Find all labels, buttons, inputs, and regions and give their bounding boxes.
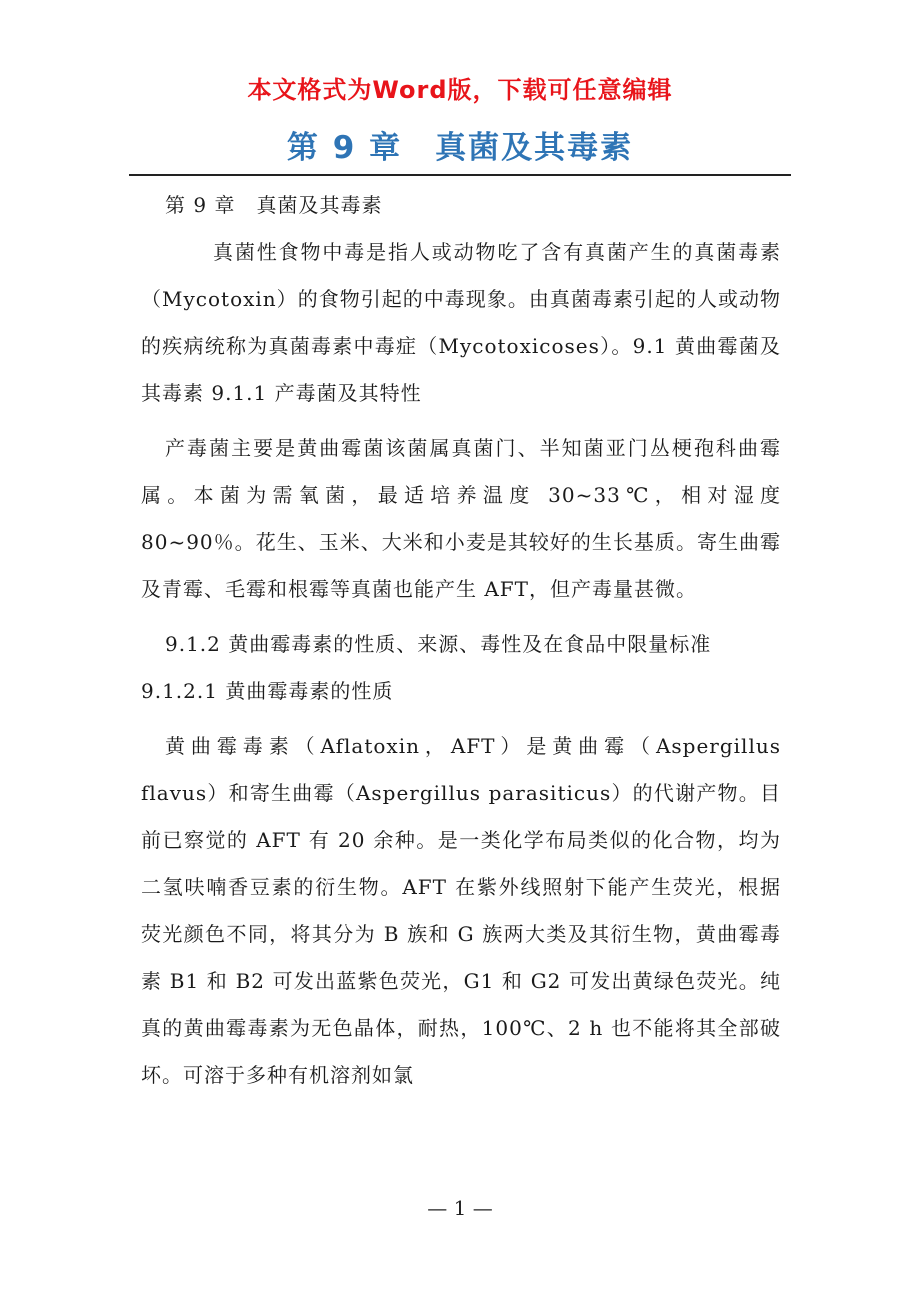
paragraph-intro: 真菌性食物中毒是指人或动物吃了含有真菌产生的真菌毒素（Mycotoxin）的食物引起的中毒现象。由真菌毒素引起的人或动物的疾病统称为真菌毒素中毒症（Mycotoxicoses）。9.1 黄曲霉菌及其毒素 9.1.1 产毒菌及其特性 [141,240,781,405]
paragraph-aflatoxin: 黄曲霉毒素（Aflatoxin，AFT）是黄曲霉（Aspergillus flavus）和寄生曲霉（Aspergillus parasiticus）的代谢产物。目前已察觉的 AFT 有 20 余种。是一类化学布局类似的化合物，均为二氢呋喃香豆素的衍生物。AFT 在紫外线照射下能产生荧光，根据荧光颜色不同，将其分为 B 族和 G 族两大类及其衍生物，黄曲霉毒素 B1 和 B2 可发出蓝紫色荧光，G1 和 G2 可发出黄绿色荧光。纯真的黄曲霉毒素为无色晶体，耐热，100℃、2 h 也不能将其全部破坏。可溶于多种有机溶剂如氯 [141,734,781,1087]
section-heading-912: 9.1.2 黄曲霉毒素的性质、来源、毒性及在食品中限量标准 [165,632,712,656]
chapter-heading: 第 9 章 真菌及其毒素 [165,193,383,217]
paragraph-producer: 产毒菌主要是黄曲霉菌该菌属真菌门、半知菌亚门丛梗孢科曲霉属。本菌为需氧菌，最适培养温度 30~33℃，相对湿度 80~90％。花生、玉米、大米和小麦是其较好的生长基质。寄生曲霉及青霉、毛霉和根霉等真菌也能产生 AFT，但产毒量甚微。 [141,436,781,601]
chapter-title: 第 9 章 真菌及其毒素 [286,130,634,166]
format-banner: 本文格式为Word版，下载可任意编辑 [247,76,673,104]
document-body [141,182,781,1099]
section-heading-9121: 9.1.2.1 黄曲霉毒素的性质 [141,679,394,703]
title-divider [129,174,791,176]
page-number: — 1 — [427,1196,493,1220]
